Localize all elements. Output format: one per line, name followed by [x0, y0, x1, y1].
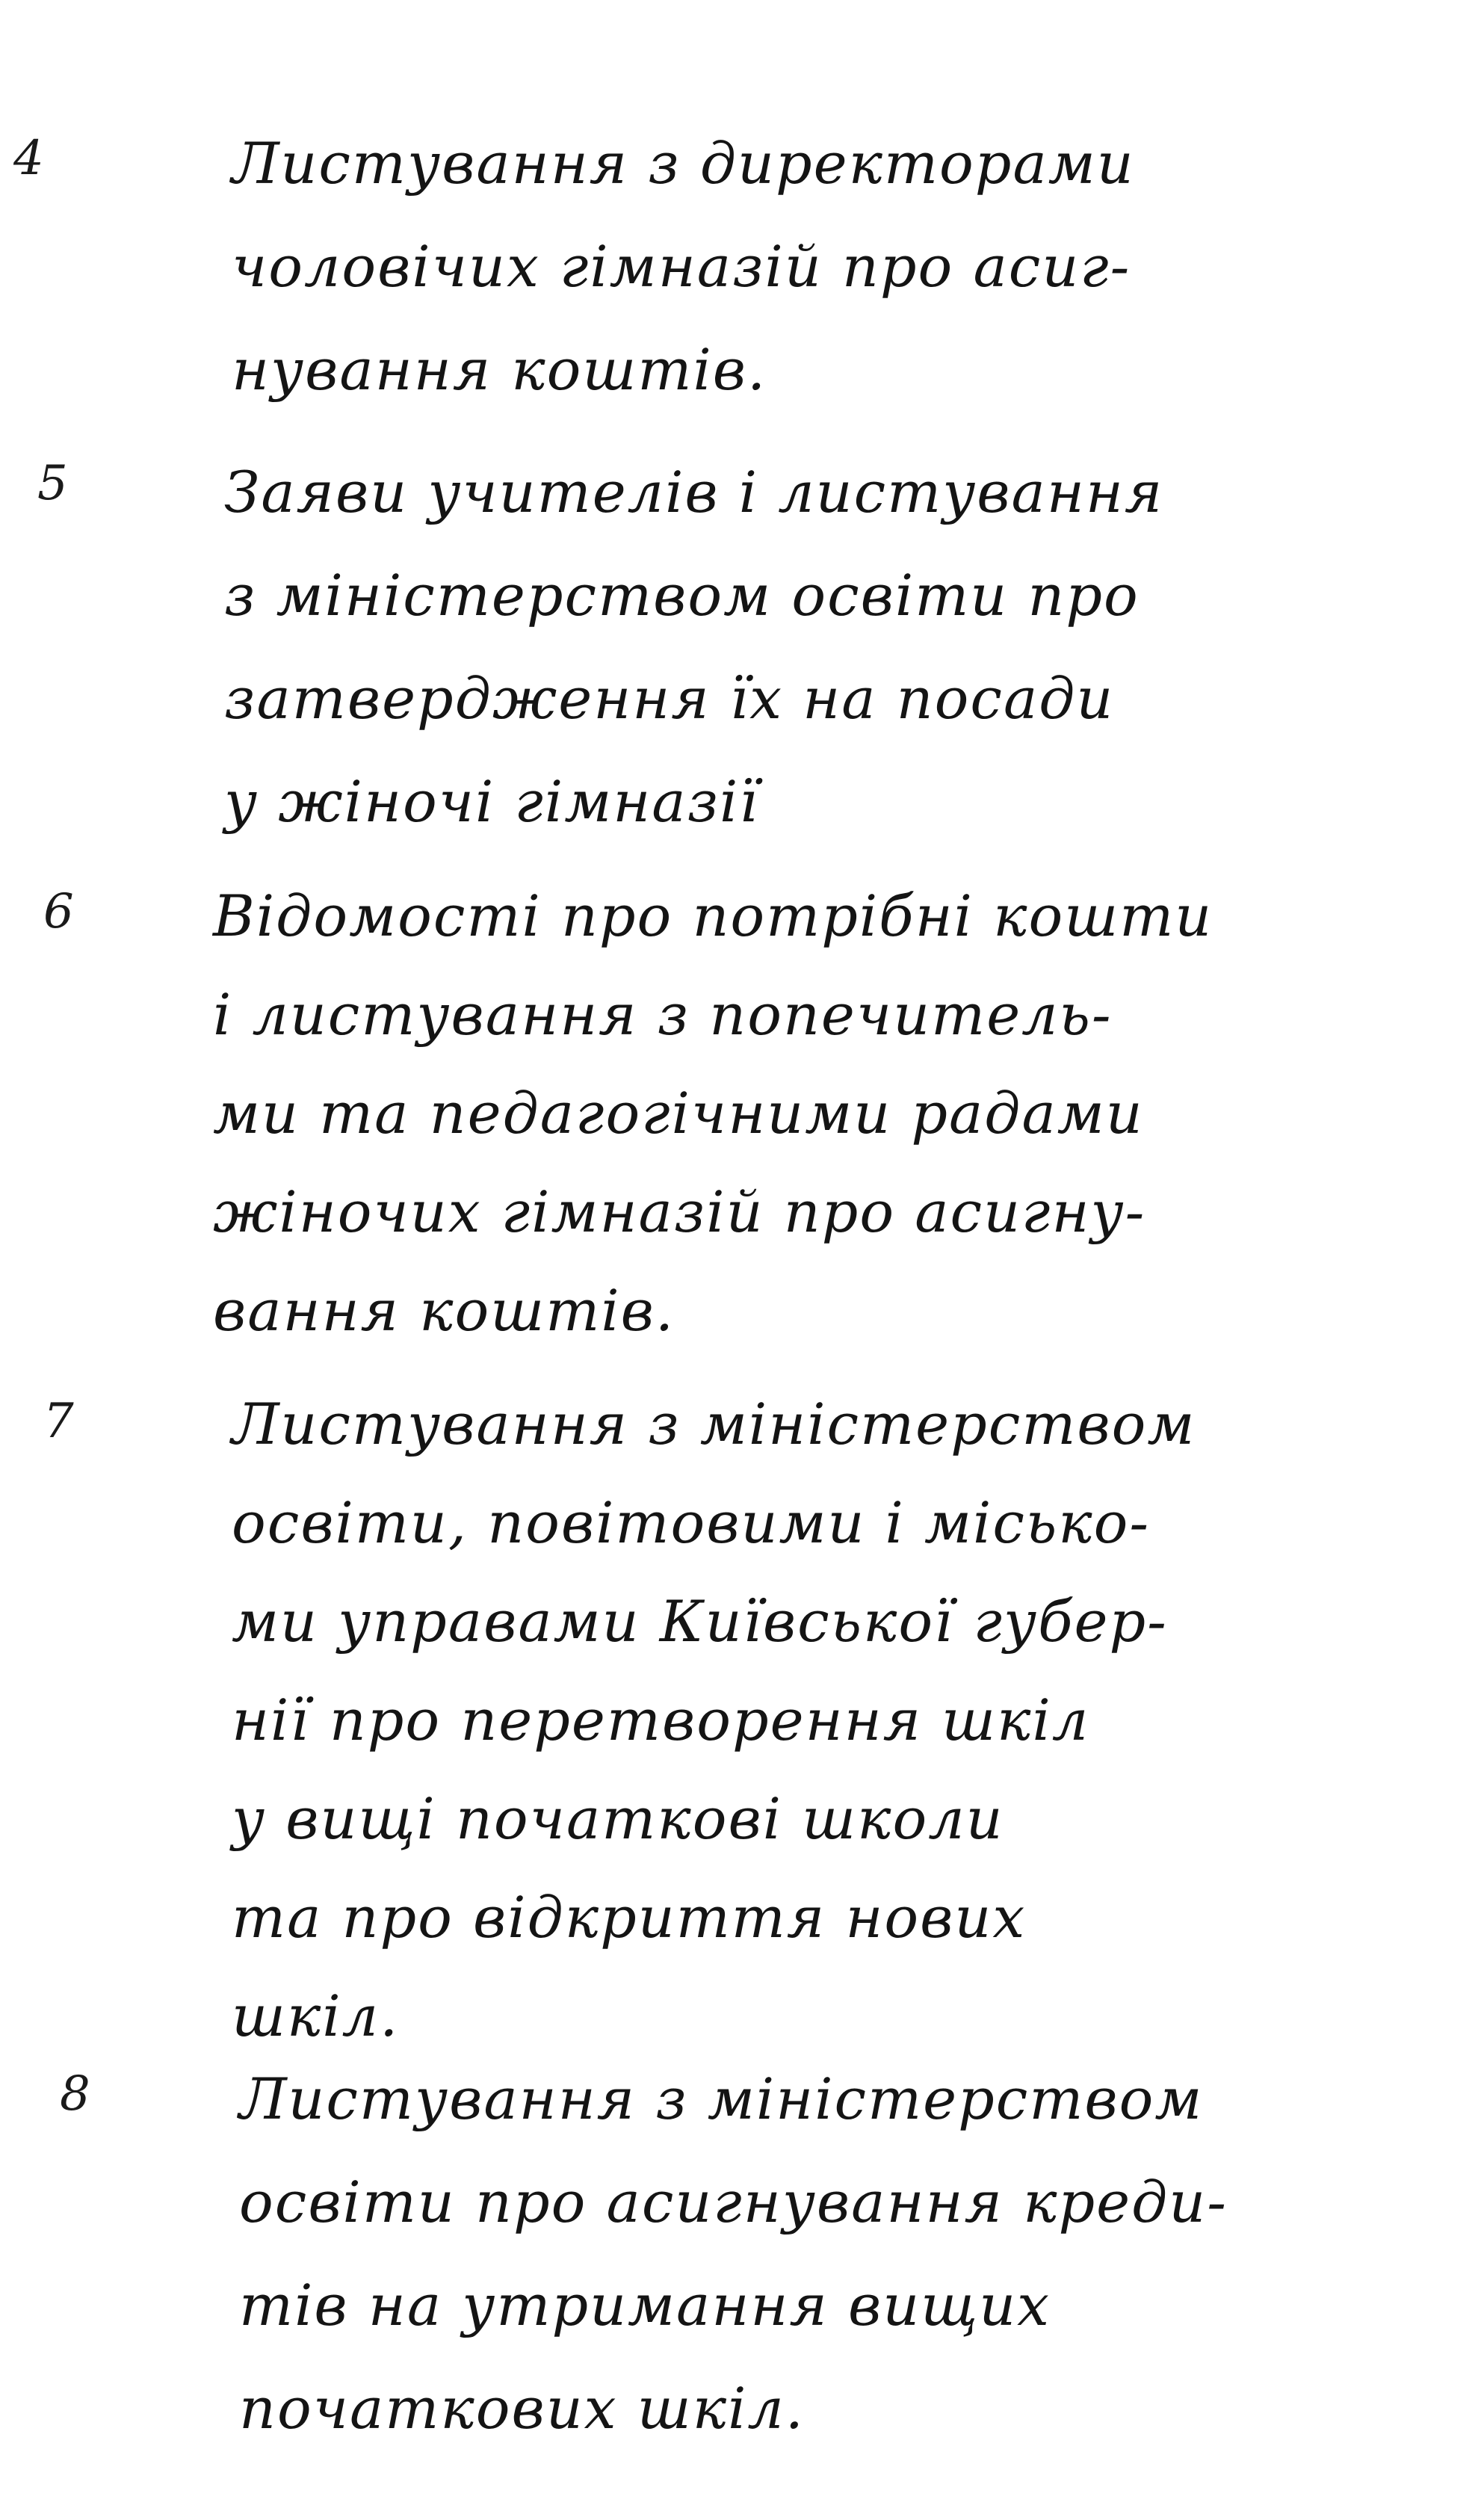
entry-number: 5 — [37, 456, 68, 511]
entry-text — [224, 441, 1345, 853]
entry-line: Листування з міністерством — [239, 2066, 1204, 2132]
entry-line: жіночих гімназій про асигну- — [213, 1179, 1146, 1245]
entry-line: у вищі початкові школи — [232, 1785, 1004, 1852]
entry-line: Заяви учителів і листування — [224, 459, 1164, 525]
entry-line: освіти про асигнування креди- — [239, 2169, 1228, 2235]
entry-line: ми управами Київської губер- — [232, 1588, 1168, 1655]
entry-line: шкіл. — [232, 1983, 400, 2049]
entry-line: у жіночі гімназії — [224, 768, 759, 835]
entry-line: Відомості про потрібні кошти — [213, 883, 1213, 949]
entry-line: освіти, повітовими і місько- — [232, 1489, 1151, 1556]
entry-number: 4 — [13, 131, 44, 186]
entry-text — [232, 112, 1352, 421]
entry-line: вання коштів. — [213, 1277, 675, 1344]
entry-line: нії про перетворення шкіл — [232, 1687, 1090, 1753]
entry-line: чоловічих гімназій про асиг- — [232, 233, 1131, 300]
entry-line: з міністерством освіти про — [224, 562, 1140, 629]
entry-number: 6 — [43, 884, 74, 939]
entry-line: затвердження їх на посади — [224, 665, 1115, 732]
entry-number: 7 — [43, 1394, 74, 1449]
entry-line: та про відкриття нових — [232, 1884, 1027, 1951]
entry-line: і листування з попечитель- — [213, 981, 1113, 1048]
entry-line: тів на утримання вищих — [239, 2272, 1051, 2338]
entry-line: Листування з міністерством — [232, 1391, 1196, 1457]
entry-text — [239, 2048, 1360, 2460]
entry-line: ми та педагогічними радами — [213, 1080, 1144, 1146]
entry-line: нування коштів. — [232, 336, 767, 403]
entry-line: початкових шкіл. — [239, 2375, 805, 2442]
entry-text — [213, 867, 1334, 1360]
entry-line: Листування з директорами — [232, 130, 1135, 197]
entry-text — [232, 1375, 1352, 2066]
entry-number: 8 — [60, 2066, 90, 2122]
